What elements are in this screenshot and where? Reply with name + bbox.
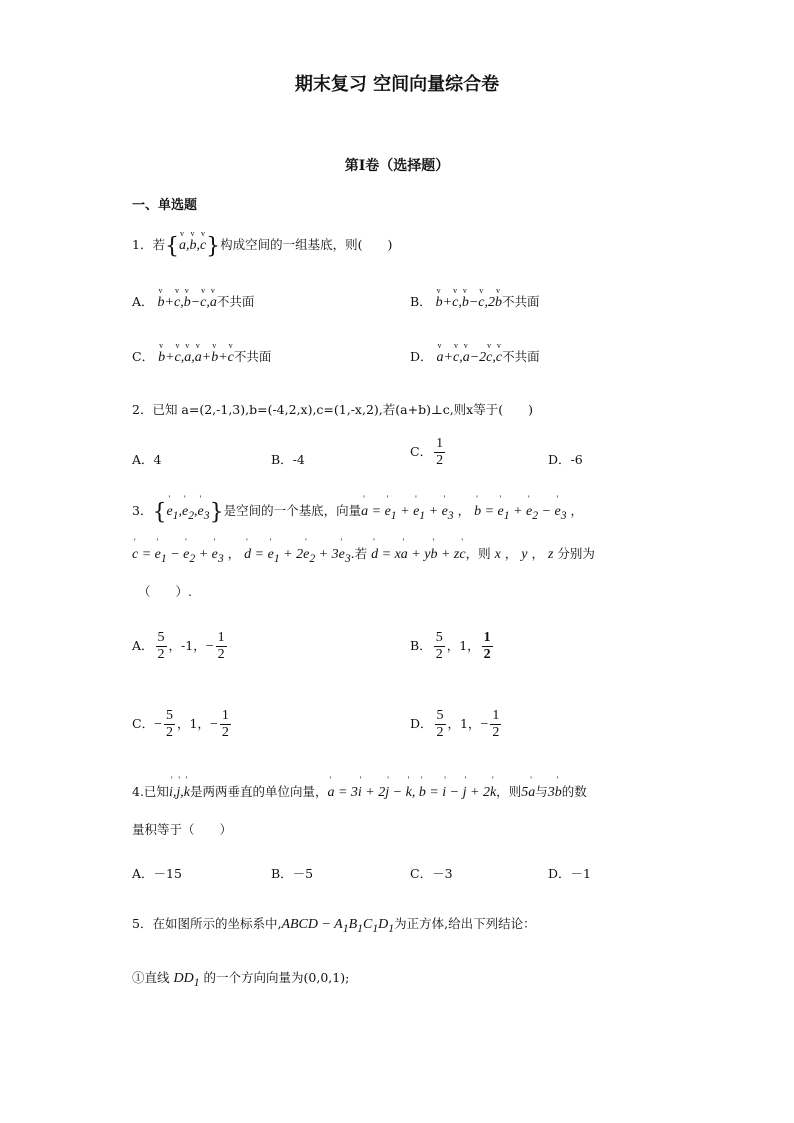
question-1-option-b: B． v b+v c,v b−v c,2v b不共面 [410, 292, 540, 311]
question-4-option-a: A．－15 [132, 866, 182, 881]
question-1-option-c: C． v b+v c,v a,v a+v b+v c不共面 [132, 347, 271, 366]
section-heading: 一、单选题 [132, 198, 198, 213]
part-heading: 第I卷（选择题） [344, 158, 450, 174]
question-4-option-b: B．－5 [271, 866, 314, 881]
question-2-option-b: B．-4 [271, 452, 305, 467]
question-3-option-d: D． $\frac{5}{2}$ ，1，− $\frac{1}{2}$ [410, 708, 500, 740]
question-5-stem: 5．在如图所示的坐标系中,ABCD − $A_1B_1C_1D_1$为正方体,给出下列结论： [132, 916, 536, 935]
question-3-stem-line-3: （ ）. [138, 584, 192, 599]
question-4-stem: 4.已知' i,' j,' k是两两垂直的单位向量，' a = 3' i + 2' j − ' k, ' b = ' i − ' j + 2' k，则5' a与3' b的数 [132, 782, 587, 801]
question-2-option-c: C． $\frac{1}{2}$ [410, 436, 444, 468]
question-1-option-d: D． v a+v c,v a−2v c,v c不共面 [410, 347, 540, 366]
question-3-option-b: B． $\frac{5}{2}$ ，1， $\frac{1}{2}$ [410, 630, 491, 662]
question-1-option-a: A． v b+v c,v b−v c,v a不共面 [132, 292, 254, 311]
question-3-option-c: C．− $\frac{5}{2}$ ，1，− $\frac{1}{2}$ [132, 708, 229, 740]
question-1-stem: 1．若{v a,v b,v c}构成空间的一组基底，则( ) [132, 234, 392, 259]
question-3-stem-line-2: ' c = ' $e_1$ − ' $e_2$ + ' $e_3$ ， ' d = ' $e_1 + 2'$ $e_2 + 3'$ $e_3$.若 ' d = x' a + y' b + z' c，则 x ， y ， z 分别为 [132, 544, 595, 565]
question-5-item-1: ①直线 $DD_1$ 的一个方向向量为(0,0,1); [132, 970, 350, 989]
question-4-option-c: C．－3 [410, 866, 453, 881]
page-title: 期末复习 空间向量综合卷 [294, 74, 500, 95]
question-4-option-d: D．－1 [548, 866, 591, 881]
question-3-stem: 3．{' $e_1,'$ $e_2,'$ $e_3$}是空间的一个基底，向量' a = ' $e_1$ + ' $e_1$ + ' $e_3$ ， ' b = ' $e_1$ + ' $e_2$ − ' $e_3$ ， [132, 500, 583, 525]
question-4-stem-line-2: 量积等于（ ） [132, 822, 233, 837]
question-2-stem: 2．已知 a=(2,-1,3),b=(-4,2,x),c=(1,-x,2),若(a+b)⊥c,则x等于( ) [132, 402, 533, 417]
question-2-option-d: D．-6 [548, 452, 583, 467]
question-2-option-a: A．4 [132, 452, 162, 467]
question-3-option-a: A． $\frac{5}{2}$ ，-1，− $\frac{1}{2}$ [132, 630, 225, 662]
